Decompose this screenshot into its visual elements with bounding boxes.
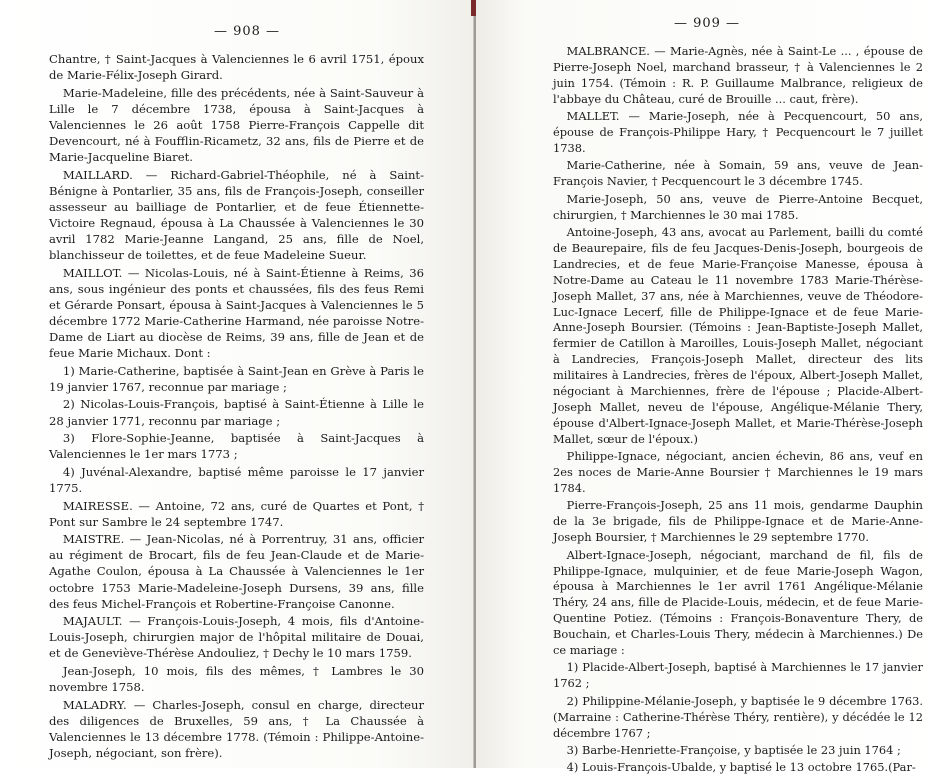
paragraph: Albert-Ignace-Joseph, négociant, marchand de fil, fils de Philippe-Ignace, mulquinier, et de feue Marie-Joseph Wagon, épousa à Marchiennes le 1er avril 1761 Angélique-Mélanie Théry, 24 ans, fille de Placide-Louis, médecin, et de feue Marie-Quentine Potiez. (Témoins : François-Bonaventure Thery, de Bouchain, et Charles-Louis Thery, médecin à Marchiennes.) De ce mariage : (553, 547, 923, 658)
paragraph: MAILLOT. — Nicolas-Louis, né à Saint-Étienne à Reims, 36 ans, sous ingénieur des ponts et chaussées, fils des feus Remi et Gérarde Ponsart, épousa à Saint-Jacques à Valenciennes le 5 décembre 1772 Marie-Catherine Harmand, née paroisse Notre-Dame de Liart au diocèse de Reims, 39 ans, fille de Jean et de feue Marie Michaux. Dont : (49, 265, 424, 361)
list-item: 4) Juvénal-Alexandre, baptisé même paroisse le 17 janvier 1775. (49, 464, 424, 495)
paragraph: MAIRESSE. — Antoine, 72 ans, curé de Quartes et Pont, † Pont sur Sambre le 24 septembre 1747. (49, 498, 424, 529)
left-text-column (49, 51, 424, 763)
list-item: 1) Marie-Catherine, baptisée à Saint-Jean en Grève à Paris le 19 janvier 1767, reconnue par mariage ; (49, 363, 424, 394)
paragraph: Jean-Joseph, 10 mois, fils des mêmes, † Lambres le 30 novembre 1758. (49, 663, 424, 695)
paragraph: Marie-Catherine, née à Somain, 59 ans, veuve de Jean-François Navier, † Pecquencourt le 3 décembre 1745. (553, 158, 923, 189)
paragraph: MALBRANCE. — Marie-Agnès, née à Saint-Le ... , épouse de Pierre-Joseph Noel, marchand brasseur, † à Valenciennes le 2 juin 1754. (Témoin : R. P. Guillaume Malbrance, religieux de l'abbaye du Château, curé de Brouille ... caut, frère). (553, 44, 923, 106)
paragraph: Antoine-Joseph, 43 ans, avocat au Parlement, bailli du comté de Beaurepaire, fils de feu Jacques-Denis-Joseph, bourgeois de Landrecies, et de feue Marie-Françoise Manesse, épousa à Notre-Dame au Cateau le 11 novembre 1783 Marie-Thérèse-Joseph Mallet, 37 ans, née à Marchiennes, veuve de Théodore-Luc-Ignace Lecerf, fille de Philippe-Ignace et de feue Marie-Anne-Joseph Boursier. (Témoins : Jean-Baptiste-Joseph Mallet, fermier de Catillon à Maroilles, Louis-Joseph Mallet, négociant à Landrecies, François-Joseph Mallet, directeur des lits militaires à Landrecies, frères de l'époux, Albert-Joseph Mallet, négociant à Marchiennes, frère de l'épouse ; Placide-Albert-Joseph Mallet, neveu de l'épouse, Angélique-Mélanie Thery, épouse d'Albert-Ignace-Joseph Mallet, et Marie-Thérèse-Joseph Mallet, sœur de l'époux.) (553, 224, 923, 446)
list-item: 2) Nicolas-Louis-François, baptisé à Saint-Étienne à Lille le 28 janvier 1771, reconnu par mariage ; (49, 397, 424, 428)
list-item: 3) Barbe-Henriette-Françoise, y baptisée le 23 juin 1764 ; (566, 742, 901, 757)
list-item: 2) Philippine-Mélanie-Joseph, y baptisée le 9 décembre 1763. (Marraine : Catherine-Thérèse Théry, rentière), y décédée le 12 décembre 1767 ; (553, 693, 923, 740)
right-text-column (553, 44, 923, 778)
list-item: 4) Louis-François-Ubalde, y baptisé le 13 octobre 1765.(Par- (566, 760, 916, 775)
paragraph: Marie-Madeleine, fille des précédents, née à Saint-Sauveur à Lille le 7 décembre 1738, épousa à Saint-Jacques à Valenciennes le 26 août 1758 Pierre-François Cappelle dit Devencourt, né à Foufflin-Ricametz, 32 ans, fils de Pierre et de Marie-Jacqueline Biaret. (49, 85, 424, 165)
paragraph: MAILLARD. — Richard-Gabriel-Théophile, né à Saint-Bénigne à Pontarlier, 35 ans, fils de François-Joseph, conseiller assesseur au bailliage de Pontarlier, et de feue Étiennette-Victoire Regnaud, épousa à La Chaussée à Valenciennes le 30 avril 1782 Marie-Jeanne Langand, 25 ans, fille de Noel, blanchisseur de toilettes, et de feue Madeleine Sueur. (49, 167, 424, 263)
paragraph: Chantre, † Saint-Jacques à Valenciennes le 6 avril 1751, époux de Marie-Félix-Joseph Girard. (49, 52, 424, 83)
list-item: 3) Flore-Sophie-Jeanne, baptisée à Saint-Jacques à Valenciennes le 1er mars 1773 ; (49, 431, 424, 462)
right-page (476, 0, 950, 775)
paragraph: Philippe-Ignace, négociant, ancien échevin, 86 ans, veuf en 2es noces de Marie-Anne Boursier † Marchiennes le 19 mars 1784. (553, 449, 923, 495)
paragraph: MALLET. — Marie-Joseph, née à Pecquencourt, 50 ans, épouse de François-Philippe Hary, † Pecquencourt le 7 juillet 1738. (553, 109, 923, 155)
page-number-909: — 909 — (673, 16, 741, 31)
left-page (0, 0, 474, 768)
paragraph: MAJAULT. — François-Louis-Joseph, 4 mois, fils d'Antoine-Louis-Joseph, chirurgien major de l'hôpital militaire de Douai, et de Geneviève-Thérèse Andouliez, † Dechy le 10 mars 1759. (49, 614, 424, 661)
paragraph: MALADRY. — Charles-Joseph, consul en charge, directeur des diligences de Bruxelles, 59 ans, † La Chaussée à Valenciennes le 13 décembre 1778. (Témoin : Philippe-Antoine-Joseph, négociant, son frère). (49, 697, 424, 760)
page-number-908: — 908 — (213, 24, 281, 39)
paragraph: Pierre-François-Joseph, 25 ans 11 mois, gendarme Dauphin de la 3e brigade, fils de Philippe-Ignace et de Marie-Anne-Joseph Boursier, † Marchiennes le 29 septembre 1770. (553, 498, 923, 545)
paragraph: MAISTRE. — Jean-Nicolas, né à Porrentruy, 31 ans, officier au régiment de Brocart, fils de feu Jean-Claude et de Marie-Agathe Coulon, épousa à La Chaussée à Valenciennes le 1er octobre 1753 Marie-Madeleine-Joseph Dursens, 39 ans, fille des feus Michel-François et Robertine-Françoise Canonne. (49, 532, 424, 611)
list-item: 1) Placide-Albert-Joseph, baptisé à Marchiennes le 17 janvier 1762 ; (553, 660, 923, 691)
paragraph: Marie-Joseph, 50 ans, veuve de Pierre-Antoine Becquet, chirurgien, † Marchiennes le 30 mai 1785. (553, 191, 923, 222)
